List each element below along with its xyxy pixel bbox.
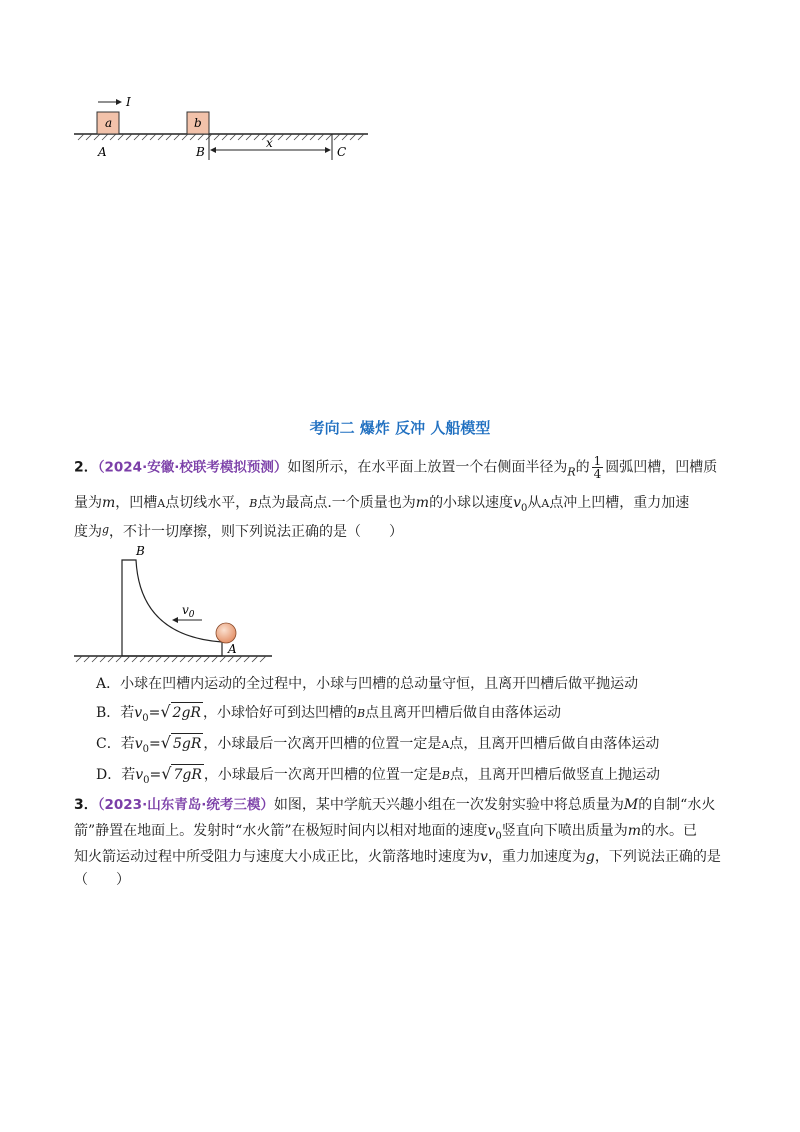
label-I: I bbox=[126, 95, 131, 109]
q3-m: m bbox=[627, 823, 642, 839]
q2-m: m bbox=[102, 495, 116, 511]
opt-text: B．若 bbox=[96, 705, 135, 721]
q3-text: 竖直向下喷出质量为 bbox=[501, 823, 628, 839]
opt-eq: = bbox=[149, 736, 161, 752]
label-C: C bbox=[337, 145, 347, 159]
q3-text: 箭”静置在地面上。发射时“水火箭”在极短时间内以相对地面的速度 bbox=[74, 823, 488, 839]
q2-A: A bbox=[541, 497, 550, 510]
q2-text: 点切线水平， bbox=[165, 495, 250, 511]
groove-body bbox=[122, 560, 222, 656]
q2-text: 度为 bbox=[74, 524, 102, 540]
q3-line3 bbox=[74, 847, 721, 867]
ball bbox=[216, 623, 236, 643]
opt-v0: v bbox=[134, 736, 143, 752]
opt-text: 点，且离开凹槽后做自由落体运动 bbox=[449, 736, 660, 752]
label-b: b bbox=[194, 116, 202, 130]
q2-text: 的小球以速度 bbox=[429, 495, 514, 511]
sqrt-icon: √ bbox=[161, 764, 172, 783]
q3-number: 3． bbox=[74, 797, 98, 813]
figure-blocks-ab bbox=[70, 88, 390, 168]
opt-B: B bbox=[441, 769, 450, 782]
q2-R: R bbox=[567, 465, 576, 479]
q3-text: ，重力加速度为 bbox=[487, 849, 586, 865]
q2-v0: v bbox=[513, 495, 521, 511]
label-A: A bbox=[98, 145, 107, 159]
q3-text: 知火箭运动过程中所受阻力与速度大小成正比，火箭落地时速度为 bbox=[74, 849, 480, 865]
q2-v0-sub: 0 bbox=[520, 502, 528, 514]
sqrt-icon: √ bbox=[160, 733, 171, 752]
q2-m: m bbox=[415, 495, 430, 511]
figure-groove bbox=[70, 540, 280, 668]
q2-option-b bbox=[96, 702, 561, 729]
q2-line1 bbox=[74, 455, 717, 483]
q3-line2 bbox=[74, 821, 697, 847]
q2-source: （2024·安徽·校联考模拟预测） bbox=[97, 459, 288, 476]
q3-line4: （ ） bbox=[74, 872, 130, 888]
q3-source: （2023·山东青岛·统考三模） bbox=[97, 797, 274, 813]
opt-v0-sub: 0 bbox=[143, 774, 150, 786]
q2-number: 2． bbox=[74, 459, 98, 476]
opt-v0: v bbox=[134, 705, 143, 721]
frac-den: 4 bbox=[593, 467, 602, 481]
q2-A: A bbox=[157, 497, 166, 510]
label-a: a bbox=[105, 116, 113, 130]
opt-A: A bbox=[441, 738, 450, 751]
q2-g: g bbox=[102, 523, 110, 536]
opt-v0: v bbox=[135, 767, 144, 783]
q2-text: 量为 bbox=[74, 495, 102, 511]
q2-text: 如图所示，在水平面上放置一个右侧面半径为 bbox=[287, 459, 568, 476]
label-x: x bbox=[266, 136, 273, 150]
opt-radicand: 5gR bbox=[171, 733, 203, 754]
q2-text: ，不计一切摩擦，则下列说法正确的是（ ） bbox=[109, 524, 404, 540]
opt-v0-sub: 0 bbox=[142, 712, 149, 724]
opt-B: B bbox=[356, 707, 366, 720]
q2-line3 bbox=[74, 520, 403, 542]
opt-radicand: 7gR bbox=[171, 764, 203, 785]
label-fig-B: B bbox=[136, 544, 145, 558]
frac-num: 1 bbox=[593, 454, 602, 468]
q2-line2 bbox=[74, 493, 689, 519]
q2-option-d bbox=[96, 764, 660, 791]
q2-text: 圆弧凹槽，凹槽质 bbox=[605, 459, 718, 476]
section-title: 考向二 爆炸 反冲 人船模型 bbox=[309, 419, 491, 437]
q3-M: M bbox=[623, 797, 639, 813]
opt-v0-sub: 0 bbox=[142, 743, 150, 755]
q3-line1 bbox=[74, 795, 715, 815]
opt-eq: = bbox=[149, 767, 162, 783]
opt-text: ，小球最后一次离开凹槽的位置一定是 bbox=[203, 736, 442, 752]
q2-option-c bbox=[96, 733, 659, 760]
opt-text: D．若 bbox=[96, 767, 136, 783]
opt-text: C．若 bbox=[96, 736, 135, 752]
q2-option-a: A．小球在凹槽内运动的全过程中，小球与凹槽的总动量守恒，且离开凹槽后做平抛运动 bbox=[96, 676, 639, 692]
opt-eq: = bbox=[148, 705, 161, 721]
q2-text: ，凹槽 bbox=[115, 495, 158, 511]
label-v0: $v_0$ bbox=[182, 603, 195, 620]
opt-radicand: 2gR bbox=[171, 702, 203, 723]
label-fig-A: A bbox=[228, 642, 237, 656]
q3-v: v bbox=[480, 849, 488, 865]
opt-text: 点，且离开凹槽后做竖直上抛运动 bbox=[449, 767, 660, 783]
quarter-fraction bbox=[592, 455, 604, 480]
q3-text: 的自制“水火 bbox=[638, 797, 716, 813]
opt-text: 点且离开凹槽后做自由落体运动 bbox=[365, 705, 562, 721]
q3-text: 如图，某中学航天兴趣小组在一次发射实验中将总质量为 bbox=[273, 797, 624, 813]
q2-text: 点为最高点.一个质量也为 bbox=[257, 495, 416, 511]
q2-text: 的 bbox=[575, 459, 590, 476]
opt-text: ，小球恰好可到达凹槽的 bbox=[202, 705, 357, 721]
q3-v0: v bbox=[487, 823, 496, 839]
q3-text: ，下列说法正确的是 bbox=[594, 849, 721, 865]
q2-B: B bbox=[249, 497, 258, 510]
q2-text: 从 bbox=[527, 495, 542, 511]
q3-text: 的水。已 bbox=[641, 823, 698, 839]
sqrt-icon: √ bbox=[160, 702, 171, 721]
q3-g: g bbox=[585, 849, 595, 865]
q2-text: 点冲上凹槽，重力加速 bbox=[549, 495, 690, 511]
opt-text: ，小球最后一次离开凹槽的位置一定是 bbox=[203, 767, 442, 783]
label-B: B bbox=[196, 145, 205, 159]
q3-v0-sub: 0 bbox=[495, 830, 502, 842]
